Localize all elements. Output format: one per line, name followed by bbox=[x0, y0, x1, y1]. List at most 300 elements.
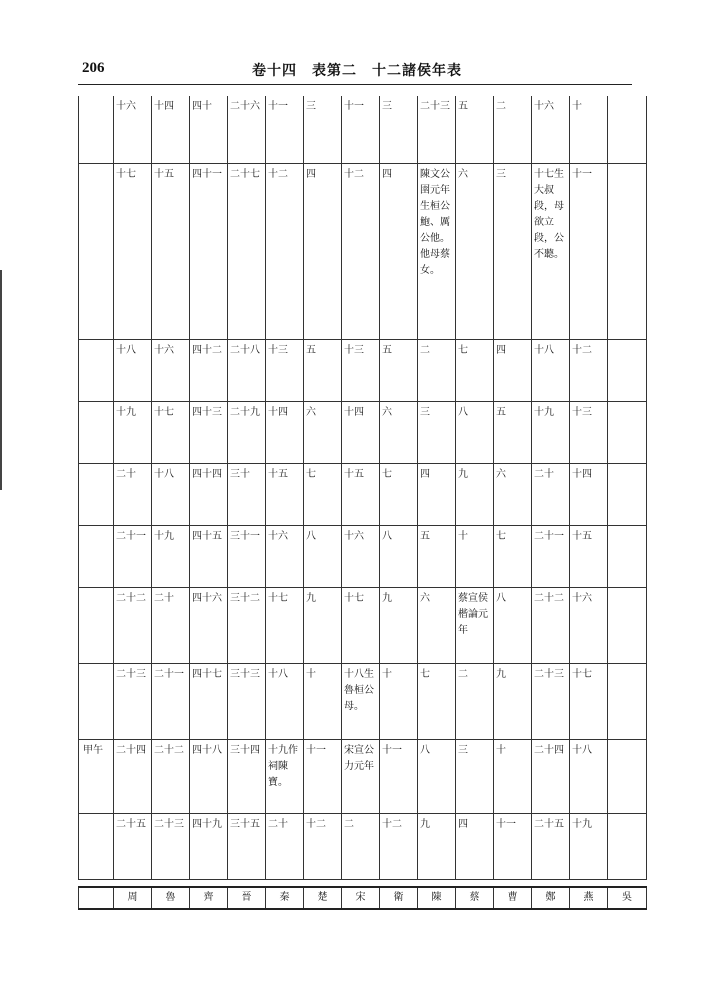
year-cell bbox=[228, 163, 266, 339]
year-cell bbox=[228, 463, 266, 525]
year-cell bbox=[494, 813, 532, 879]
state-label: 周 bbox=[114, 887, 152, 909]
year-cell bbox=[304, 525, 342, 587]
year-cell-text: 二十 bbox=[534, 468, 554, 480]
year-cell-text: 二十九 bbox=[230, 406, 260, 418]
year-cell bbox=[152, 163, 190, 339]
year-cell-text: 二十二 bbox=[534, 592, 564, 604]
year-cell bbox=[532, 463, 570, 525]
year-cell-text: 十七 bbox=[344, 592, 364, 604]
year-cell bbox=[190, 339, 228, 401]
state-label: 晉 bbox=[228, 887, 266, 909]
year-cell-text: 十七 bbox=[116, 168, 136, 180]
state-label: 秦 bbox=[266, 887, 304, 909]
year-cell bbox=[494, 587, 532, 663]
year-cell-text: 十六 bbox=[344, 530, 364, 542]
year-cell-text: 二 bbox=[420, 344, 430, 356]
year-cell-text: 四十八 bbox=[192, 744, 222, 756]
year-cell bbox=[304, 96, 342, 163]
state-label: 楚 bbox=[304, 887, 342, 909]
table-row bbox=[79, 525, 647, 587]
table-row bbox=[79, 463, 647, 525]
year-cell-text: 二 bbox=[344, 818, 354, 830]
state-label: 宋 bbox=[342, 887, 380, 909]
state-label: 衛 bbox=[380, 887, 418, 909]
year-cell-text: 十五 bbox=[572, 530, 592, 542]
year-cell-text: 八 bbox=[458, 406, 468, 418]
state-label: 曹 bbox=[494, 887, 532, 909]
year-cell-text: 九 bbox=[420, 818, 430, 830]
year-cell-text: 四 bbox=[420, 468, 430, 480]
year-cell bbox=[342, 463, 380, 525]
year-cell-text: 四 bbox=[496, 344, 506, 356]
year-cell-text: 十六 bbox=[534, 101, 554, 112]
year-cell-text: 十四 bbox=[154, 101, 174, 112]
binding-edge-line bbox=[0, 270, 2, 490]
year-cell-text: 八 bbox=[382, 530, 392, 542]
song-note: 宋宣公力元年 bbox=[344, 744, 374, 772]
year-cell bbox=[532, 813, 570, 879]
year-cell bbox=[114, 739, 152, 813]
era-cell: 甲午 bbox=[79, 739, 114, 813]
year-cell-text: 九 bbox=[458, 468, 468, 480]
era-cell bbox=[79, 525, 114, 587]
state-label: 蔡 bbox=[456, 887, 494, 909]
year-cell-text: 十九 bbox=[534, 406, 554, 418]
year-cell bbox=[608, 739, 647, 813]
year-cell-text: 十二 bbox=[306, 818, 326, 830]
year-cell bbox=[152, 813, 190, 879]
year-cell-text: 二 bbox=[458, 668, 468, 680]
year-cell-text: 十三 bbox=[344, 344, 364, 356]
year-cell-text: 四 bbox=[306, 168, 316, 180]
year-cell bbox=[304, 739, 342, 813]
year-cell bbox=[570, 96, 608, 163]
table-row bbox=[79, 96, 647, 163]
year-cell-text: 八 bbox=[306, 530, 316, 542]
year-cell-text: 五 bbox=[458, 101, 468, 112]
header-rule bbox=[78, 84, 632, 85]
year-cell-text: 十一 bbox=[344, 101, 364, 112]
year-cell bbox=[608, 587, 647, 663]
year-cell bbox=[494, 739, 532, 813]
table-row bbox=[79, 663, 647, 739]
year-cell-text: 十四 bbox=[344, 406, 364, 418]
year-cell bbox=[456, 463, 494, 525]
year-cell-text: 五 bbox=[306, 344, 316, 356]
year-cell bbox=[418, 663, 456, 739]
year-cell-text: 六 bbox=[496, 468, 506, 480]
era-cell bbox=[79, 401, 114, 463]
year-cell bbox=[266, 96, 304, 163]
year-cell-text: 二十八 bbox=[230, 344, 260, 356]
year-cell-text: 四十二 bbox=[192, 344, 222, 356]
year-cell-text: 四 bbox=[382, 168, 392, 180]
year-cell-text: 十九 bbox=[116, 406, 136, 418]
year-cell-text: 十六 bbox=[116, 101, 136, 112]
year-cell-text: 十二 bbox=[344, 168, 364, 180]
year-cell-text: 三十三 bbox=[230, 668, 260, 680]
year-cell-text: 十 bbox=[382, 668, 392, 680]
year-cell-text: 十五 bbox=[268, 468, 288, 480]
year-cell-text: 二十一 bbox=[154, 668, 184, 680]
year-cell-text: 二十五 bbox=[534, 818, 564, 830]
year-cell bbox=[380, 525, 418, 587]
year-cell bbox=[456, 401, 494, 463]
table-row bbox=[79, 401, 647, 463]
year-cell bbox=[342, 739, 380, 813]
year-cell bbox=[266, 813, 304, 879]
year-cell-text: 四十七 bbox=[192, 668, 222, 680]
year-cell bbox=[228, 401, 266, 463]
year-cell-text: 十二 bbox=[382, 818, 402, 830]
year-cell bbox=[114, 96, 152, 163]
year-cell bbox=[532, 339, 570, 401]
page-number: 206 bbox=[82, 60, 105, 76]
year-cell bbox=[494, 163, 532, 339]
year-cell bbox=[494, 663, 532, 739]
year-cell bbox=[380, 587, 418, 663]
year-cell bbox=[190, 587, 228, 663]
year-cell-text: 十二 bbox=[572, 344, 592, 356]
year-cell bbox=[380, 813, 418, 879]
year-cell bbox=[418, 525, 456, 587]
year-cell-text: 十一 bbox=[268, 101, 288, 112]
qin-note: 十九作祠陳寶。 bbox=[268, 744, 298, 788]
year-cell bbox=[152, 587, 190, 663]
year-cell-text: 十七 bbox=[572, 668, 592, 680]
year-cell-text: 十三 bbox=[268, 344, 288, 356]
year-cell-text: 四 bbox=[458, 818, 468, 830]
year-cell bbox=[342, 813, 380, 879]
year-cell-text: 十七 bbox=[268, 592, 288, 604]
year-cell bbox=[456, 163, 494, 339]
year-cell bbox=[456, 525, 494, 587]
era-cell bbox=[79, 663, 114, 739]
year-cell bbox=[342, 663, 380, 739]
state-label: 燕 bbox=[570, 887, 608, 909]
year-cell-text: 八 bbox=[420, 744, 430, 756]
year-cell-text: 三 bbox=[496, 168, 506, 180]
year-cell-text: 十八 bbox=[116, 344, 136, 356]
year-cell bbox=[266, 401, 304, 463]
year-cell-text: 十四 bbox=[572, 468, 592, 480]
year-cell bbox=[608, 463, 647, 525]
year-cell bbox=[152, 96, 190, 163]
year-cell-text: 五 bbox=[496, 406, 506, 418]
year-cell-text: 四十 bbox=[192, 101, 212, 112]
year-cell-text: 六 bbox=[306, 406, 316, 418]
year-cell bbox=[152, 739, 190, 813]
year-cell bbox=[532, 96, 570, 163]
year-cell-text: 二十三 bbox=[534, 668, 564, 680]
year-cell-text: 二十二 bbox=[154, 744, 184, 756]
year-cell-text: 十五 bbox=[154, 168, 174, 180]
year-cell bbox=[304, 813, 342, 879]
year-cell-text: 六 bbox=[382, 406, 392, 418]
year-cell bbox=[190, 463, 228, 525]
year-cell-text: 二十四 bbox=[116, 744, 146, 756]
year-cell bbox=[608, 525, 647, 587]
year-cell bbox=[494, 96, 532, 163]
era-cell bbox=[79, 813, 114, 879]
year-cell-text: 十 bbox=[306, 668, 316, 680]
year-cell-text: 十六 bbox=[268, 530, 288, 542]
year-cell bbox=[570, 339, 608, 401]
year-cell bbox=[456, 739, 494, 813]
year-cell bbox=[342, 339, 380, 401]
table-row bbox=[79, 163, 647, 339]
year-cell bbox=[190, 813, 228, 879]
year-cell-text: 三十一 bbox=[230, 530, 260, 542]
year-cell bbox=[380, 401, 418, 463]
year-cell-text: 二十四 bbox=[534, 744, 564, 756]
year-cell-text: 十一 bbox=[306, 744, 326, 756]
year-cell bbox=[152, 463, 190, 525]
era-cell bbox=[79, 163, 114, 339]
year-cell-text: 七 bbox=[306, 468, 316, 480]
year-cell bbox=[152, 525, 190, 587]
year-cell bbox=[418, 739, 456, 813]
year-cell-text: 六 bbox=[420, 592, 430, 604]
year-cell bbox=[570, 463, 608, 525]
year-cell bbox=[456, 813, 494, 879]
year-cell bbox=[380, 663, 418, 739]
year-cell bbox=[266, 339, 304, 401]
year-cell bbox=[304, 339, 342, 401]
table-row bbox=[79, 813, 647, 879]
year-cell bbox=[152, 401, 190, 463]
year-cell bbox=[570, 587, 608, 663]
year-cell bbox=[494, 339, 532, 401]
year-cell-text: 二 bbox=[496, 101, 506, 112]
year-cell bbox=[190, 663, 228, 739]
year-cell bbox=[266, 663, 304, 739]
year-cell-text: 十四 bbox=[268, 406, 288, 418]
year-cell bbox=[608, 96, 647, 163]
year-cell bbox=[608, 401, 647, 463]
song-note: 十八生魯桓公母。 bbox=[344, 668, 374, 712]
year-cell bbox=[228, 339, 266, 401]
year-cell bbox=[570, 739, 608, 813]
year-cell-text: 三 bbox=[458, 744, 468, 756]
year-cell bbox=[228, 96, 266, 163]
year-cell-text: 十五 bbox=[344, 468, 364, 480]
year-cell bbox=[152, 339, 190, 401]
era-cell bbox=[79, 339, 114, 401]
state-header-row bbox=[78, 886, 647, 910]
year-cell-text: 九 bbox=[306, 592, 316, 604]
year-cell-text: 二十三 bbox=[154, 818, 184, 830]
year-cell bbox=[418, 163, 456, 339]
year-cell bbox=[190, 96, 228, 163]
year-cell bbox=[114, 663, 152, 739]
year-cell bbox=[114, 463, 152, 525]
year-cell bbox=[114, 587, 152, 663]
year-cell-text: 二十二 bbox=[116, 592, 146, 604]
year-cell-text: 十六 bbox=[154, 344, 174, 356]
year-cell-text: 六 bbox=[458, 168, 468, 180]
year-cell bbox=[380, 463, 418, 525]
era-cell bbox=[79, 463, 114, 525]
year-cell bbox=[532, 401, 570, 463]
state-label: 陳 bbox=[418, 887, 456, 909]
year-cell-text: 九 bbox=[496, 668, 506, 680]
table-row bbox=[79, 339, 647, 401]
year-cell bbox=[228, 525, 266, 587]
year-cell bbox=[494, 401, 532, 463]
year-cell bbox=[570, 813, 608, 879]
year-cell bbox=[608, 813, 647, 879]
year-cell-text: 二十一 bbox=[116, 530, 146, 542]
year-cell-text: 十九 bbox=[572, 818, 592, 830]
year-cell-text: 三十二 bbox=[230, 592, 260, 604]
year-cell bbox=[418, 401, 456, 463]
year-cell bbox=[494, 463, 532, 525]
year-cell-text: 四十五 bbox=[192, 530, 222, 542]
year-cell bbox=[304, 463, 342, 525]
year-cell bbox=[456, 339, 494, 401]
year-cell-text: 十七 bbox=[154, 406, 174, 418]
year-cell-text: 二十三 bbox=[116, 668, 146, 680]
year-cell bbox=[228, 813, 266, 879]
year-cell-text: 八 bbox=[496, 592, 506, 604]
year-cell-text: 七 bbox=[382, 468, 392, 480]
year-cell bbox=[418, 463, 456, 525]
year-cell-text: 四十四 bbox=[192, 468, 222, 480]
year-cell bbox=[532, 163, 570, 339]
year-cell bbox=[304, 163, 342, 339]
state-label: 齊 bbox=[190, 887, 228, 909]
year-cell-text: 四十六 bbox=[192, 592, 222, 604]
year-cell bbox=[228, 663, 266, 739]
year-cell bbox=[608, 339, 647, 401]
year-cell-text: 十三 bbox=[572, 406, 592, 418]
year-cell-text: 十八 bbox=[534, 344, 554, 356]
year-cell bbox=[114, 163, 152, 339]
zheng-note: 十七生大叔段，母欲立段，公不聽。 bbox=[534, 168, 564, 260]
year-cell bbox=[570, 663, 608, 739]
year-cell-text: 九 bbox=[382, 592, 392, 604]
year-cell-text: 十六 bbox=[572, 592, 592, 604]
era-cell bbox=[79, 587, 114, 663]
year-cell-text: 二十 bbox=[154, 592, 174, 604]
year-cell bbox=[608, 163, 647, 339]
year-cell bbox=[266, 587, 304, 663]
year-cell bbox=[456, 96, 494, 163]
year-cell bbox=[304, 663, 342, 739]
year-cell bbox=[418, 339, 456, 401]
year-cell-text: 七 bbox=[458, 344, 468, 356]
year-cell bbox=[190, 163, 228, 339]
year-cell-text: 七 bbox=[496, 530, 506, 542]
year-cell-text: 十一 bbox=[572, 168, 592, 180]
year-cell-text: 三 bbox=[382, 101, 392, 112]
year-cell bbox=[190, 525, 228, 587]
year-cell-text: 三十 bbox=[230, 468, 250, 480]
year-cell bbox=[456, 663, 494, 739]
year-cell bbox=[342, 587, 380, 663]
year-cell bbox=[494, 525, 532, 587]
year-cell bbox=[418, 813, 456, 879]
year-cell bbox=[532, 739, 570, 813]
year-cell bbox=[228, 739, 266, 813]
state-label: 吳 bbox=[608, 887, 647, 909]
year-cell-text: 三十四 bbox=[230, 744, 260, 756]
year-cell bbox=[532, 587, 570, 663]
year-cell-text: 七 bbox=[420, 668, 430, 680]
year-cell-text: 二十一 bbox=[534, 530, 564, 542]
year-cell-text: 十 bbox=[572, 101, 582, 112]
year-cell bbox=[570, 401, 608, 463]
year-cell-text: 四十三 bbox=[192, 406, 222, 418]
year-cell bbox=[190, 739, 228, 813]
year-cell bbox=[570, 163, 608, 339]
year-cell bbox=[342, 525, 380, 587]
year-cell-text: 三 bbox=[306, 101, 316, 112]
year-cell-text: 十八 bbox=[268, 668, 288, 680]
year-cell bbox=[266, 463, 304, 525]
chen-note: 陳文公圉元年生桓公鮑、厲公他。他母蔡女。 bbox=[420, 168, 450, 276]
year-cell bbox=[380, 739, 418, 813]
year-cell bbox=[228, 587, 266, 663]
year-cell-text: 二十七 bbox=[230, 168, 260, 180]
year-cell bbox=[380, 163, 418, 339]
year-cell-text: 十 bbox=[496, 744, 506, 756]
year-cell-text: 四十一 bbox=[192, 168, 222, 180]
year-cell bbox=[190, 401, 228, 463]
year-cell bbox=[456, 587, 494, 663]
year-cell-text: 二十五 bbox=[116, 818, 146, 830]
table-row bbox=[79, 587, 647, 663]
year-cell bbox=[152, 663, 190, 739]
year-cell-text: 十 bbox=[458, 530, 468, 542]
year-cell bbox=[266, 163, 304, 339]
year-cell-text: 四十九 bbox=[192, 818, 222, 830]
cai-note: 蔡宣侯楷論元年 bbox=[458, 592, 488, 636]
year-cell bbox=[342, 96, 380, 163]
year-cell-text: 十一 bbox=[496, 818, 516, 830]
chronology-table bbox=[78, 96, 647, 880]
state-label: 魯 bbox=[152, 887, 190, 909]
running-title: 卷十四 表第二 十二諸侯年表 bbox=[252, 63, 462, 79]
year-cell bbox=[266, 739, 304, 813]
year-cell bbox=[342, 401, 380, 463]
footer-blank-cell bbox=[79, 887, 114, 909]
year-cell-text: 二十 bbox=[268, 818, 288, 830]
year-cell bbox=[418, 96, 456, 163]
year-cell bbox=[570, 525, 608, 587]
year-cell bbox=[418, 587, 456, 663]
year-cell-text: 五 bbox=[420, 530, 430, 542]
year-cell-text: 十一 bbox=[382, 744, 402, 756]
year-cell-text: 十九 bbox=[154, 530, 174, 542]
year-cell-text: 十二 bbox=[268, 168, 288, 180]
year-cell-text: 十八 bbox=[154, 468, 174, 480]
year-cell-text: 二十三 bbox=[420, 101, 450, 112]
year-cell-text: 三十五 bbox=[230, 818, 260, 830]
year-cell bbox=[380, 96, 418, 163]
year-cell bbox=[532, 525, 570, 587]
state-label: 鄭 bbox=[532, 887, 570, 909]
year-cell-text: 二十 bbox=[116, 468, 136, 480]
year-cell bbox=[304, 587, 342, 663]
year-cell-text: 三 bbox=[420, 406, 430, 418]
year-cell bbox=[114, 401, 152, 463]
year-cell-text: 二十六 bbox=[230, 101, 260, 112]
year-cell bbox=[304, 401, 342, 463]
year-cell bbox=[342, 163, 380, 339]
